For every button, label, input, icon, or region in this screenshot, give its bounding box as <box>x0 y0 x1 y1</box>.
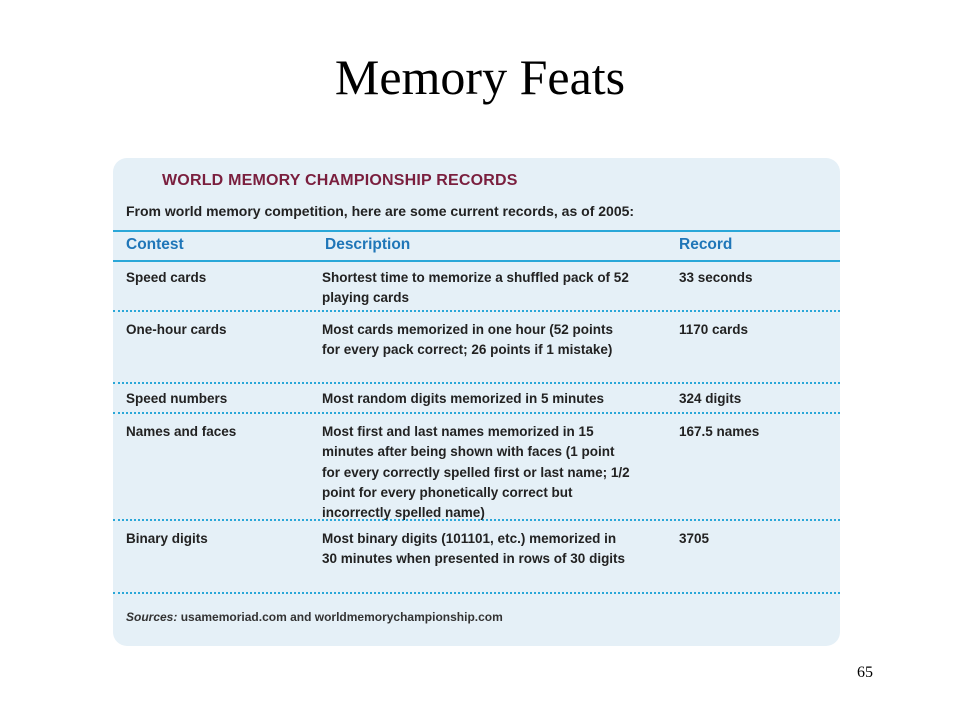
table-row <box>113 414 840 521</box>
sources-note <box>126 610 503 624</box>
description-cell: Most cards memorized in one hour (52 points for every pack correct; 26 points if 1 mistake) <box>322 322 614 358</box>
page-number: 65 <box>857 664 873 681</box>
slide-title: Memory Feats <box>334 49 626 105</box>
contest-cell: Binary digits <box>126 531 208 546</box>
description-cell: Most binary digits (101101, etc.) memorized in 30 minutes when presented in rows of 30 digits <box>322 531 626 567</box>
column-header-contest: Contest <box>126 236 184 253</box>
record-cell: 3705 <box>679 531 710 546</box>
table-row <box>113 384 840 414</box>
table-header <box>113 230 840 262</box>
panel-subheading: From world memory competition, here are some current records, as of 2005: <box>126 203 635 219</box>
record-cell: 167.5 names <box>679 424 760 439</box>
record-cell: 324 digits <box>679 391 742 406</box>
table-row <box>113 521 840 594</box>
column-header-record: Record <box>679 236 733 253</box>
table-row <box>113 260 840 312</box>
sources-text: usamemoriad.com and worldmemorychampionship.com <box>180 610 503 624</box>
description-cell: Shortest time to memorize a shuffled pack of 52 playing cards <box>322 270 629 306</box>
description-cell: Most random digits memorized in 5 minutes <box>322 391 605 406</box>
contest-cell: Speed numbers <box>126 391 228 406</box>
sources-label: Sources: <box>126 610 178 624</box>
record-cell: 33 seconds <box>679 270 753 285</box>
contest-cell: One-hour cards <box>126 322 227 337</box>
description-cell: Most first and last names memorized in 15 minutes after being shown with faces (1 point for every correctly spelled first or last name; 1/2 point for every phonetically correct but incorrectly spelled name) <box>322 424 630 521</box>
record-cell: 1170 cards <box>679 322 749 337</box>
contest-cell: Names and faces <box>126 424 237 439</box>
column-header-description: Description <box>325 236 411 253</box>
panel-heading: WORLD MEMORY CHAMPIONSHIP RECORDS <box>162 172 518 189</box>
table-row <box>113 312 840 384</box>
records-panel <box>113 158 840 646</box>
contest-cell: Speed cards <box>126 270 207 285</box>
